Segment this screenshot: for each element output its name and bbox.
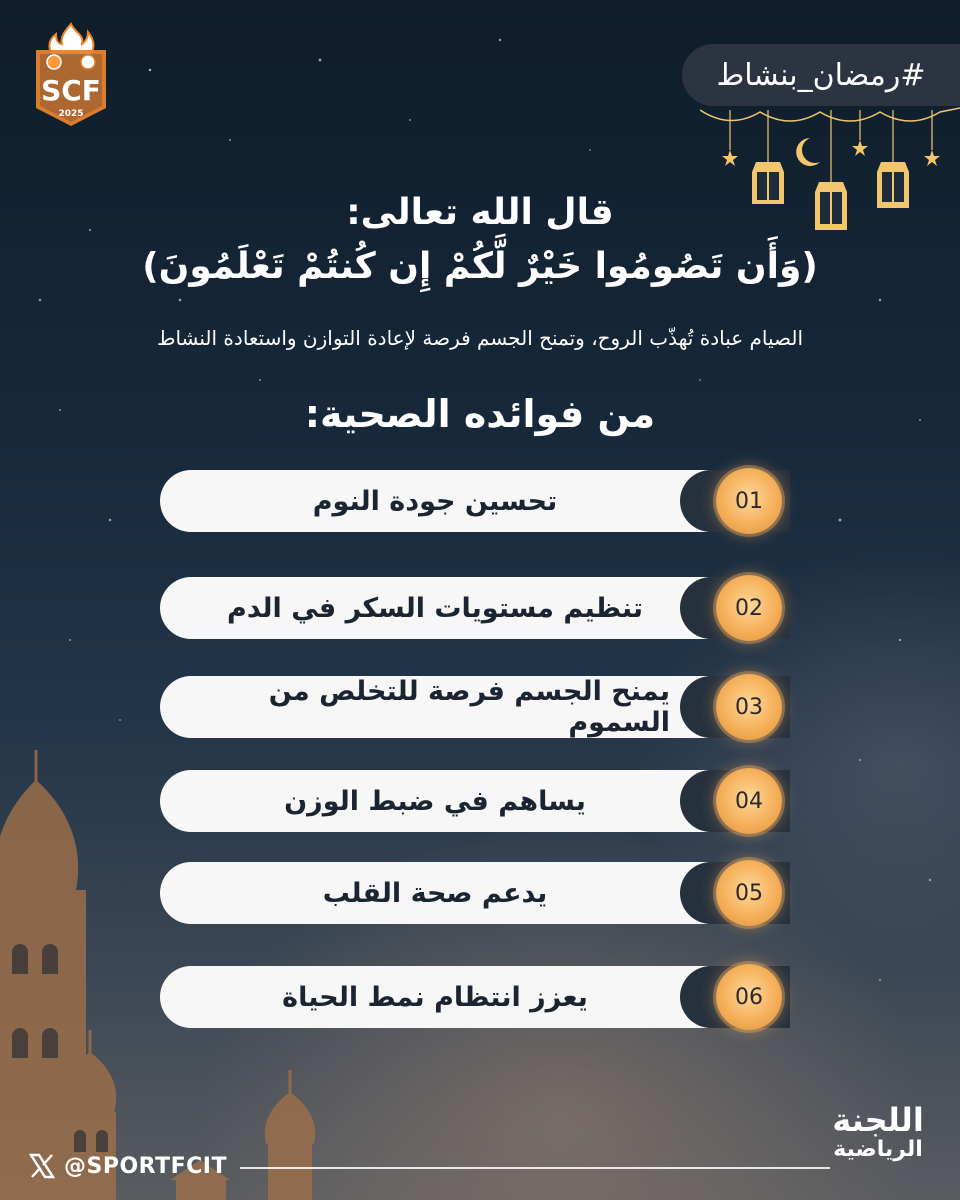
- benefit-item: [160, 577, 790, 639]
- benefit-item: [160, 676, 790, 738]
- mosque-silhouette: [0, 740, 330, 1200]
- benefit-number: 01: [716, 468, 782, 534]
- benefit-number: 03: [716, 674, 782, 740]
- benefit-text: يدعم صحة القلب: [322, 877, 548, 909]
- benefits-title: من فوائده الصحية:: [304, 392, 656, 436]
- logo-text: SCF: [41, 74, 101, 107]
- benefit-text: يساهم في ضبط الوزن: [284, 785, 586, 817]
- quran-verse: (وَأَن تَصُومُوا خَيْرٌ لَّكُمْ إِن كُنتُمْ تَعْلَمُونَ): [142, 246, 818, 287]
- benefit-text: تحسين جودة النوم: [312, 485, 558, 517]
- benefit-number: 05: [716, 860, 782, 926]
- social-handle[interactable]: [28, 1148, 227, 1184]
- brand-line-1: اللجنة: [832, 1101, 924, 1139]
- brand-line-2: الرياضية: [833, 1136, 923, 1162]
- benefit-number: 06: [716, 964, 782, 1030]
- benefit-text: يعزز انتظام نمط الحياة: [282, 981, 588, 1013]
- benefit-number: 04: [716, 768, 782, 834]
- brand-logo: [818, 1101, 938, 1162]
- scf-logo: [30, 20, 112, 130]
- handle-text: @SPORTFCIT: [64, 1153, 227, 1179]
- benefit-text: يمنح الجسم فرصة للتخلص من السموم: [268, 676, 670, 738]
- benefit-text: تنظيم مستويات السكر في الدم: [227, 592, 643, 624]
- benefit-item: [160, 470, 790, 532]
- hashtag-badge: #رمضان_بنشاط: [682, 44, 960, 106]
- benefit-number: 02: [716, 575, 782, 641]
- subtitle: الصيام عبادة تُهذّب الروح، وتمنح الجسم فرصة لإعادة التوازن واستعادة النشاط: [156, 326, 804, 350]
- x-icon: [28, 1152, 56, 1180]
- verse-intro: قال الله تعالى:: [346, 192, 614, 233]
- footer-divider: [240, 1167, 830, 1169]
- logo-year: 2025: [58, 109, 84, 119]
